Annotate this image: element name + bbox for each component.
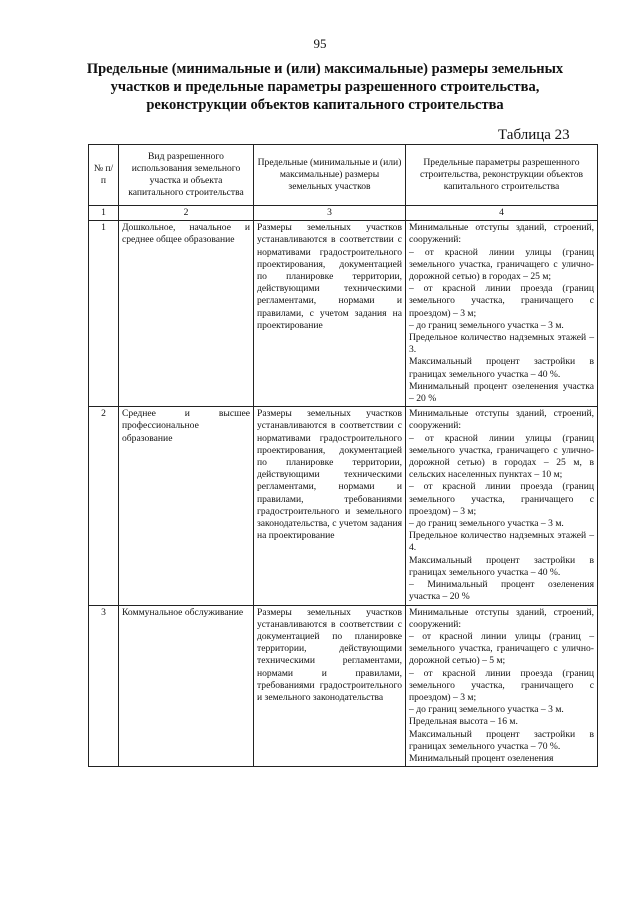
param-line: Минимальные отступы зданий, строений, сооружений: — [409, 408, 594, 432]
param-line: Предельное количество надземных этажей – 3. — [409, 332, 594, 356]
param-line: Максимальный процент застройки в границах земельного участка – 70 %. — [409, 728, 594, 752]
header-sizes: Предельные (минимальные и (или) максимальные) размеры земельных участков — [254, 145, 406, 206]
usage-type-cell: Дошкольное, начальное и среднее общее образование — [119, 221, 254, 407]
param-line: – от красной линии проезда (границ земельного участка, граничащего с проездом) – 3 м; — [409, 667, 594, 703]
param-line: – от красной линии улицы (границ земельного участка, граничащего с улично-дорожной сетью) в городах – 25 м, в сельских населенных пунктах – 10 м; — [409, 432, 594, 481]
param-line: – Минимальный процент озеленения участка – 20 % — [409, 579, 594, 603]
param-line: Максимальный процент застройки в границах земельного участка – 40 %. — [409, 356, 594, 380]
usage-type-cell: Коммунальное обслуживание — [119, 605, 254, 767]
column-number: 3 — [254, 206, 406, 221]
plot-size-cell: Размеры земельных участков устанавливаются в соответствии с нормативами градостроительного проектирования, документацией по планировке территории, действующими техническими регламентами, нормами и правилами, с учетом задания на проектирование — [254, 221, 406, 407]
table-row — [89, 221, 598, 407]
table-row — [89, 605, 598, 767]
row-number: 2 — [89, 407, 119, 605]
row-number: 1 — [89, 221, 119, 407]
page-number: 95 — [313, 36, 327, 51]
table-header-row — [89, 145, 598, 206]
param-line: Минимальный процент озеленения — [409, 752, 554, 764]
construction-params-cell — [406, 605, 598, 767]
param-line: – от красной линии улицы (границ земельного участка, граничащего с улично-дорожной сетью) в городах – 25 м; — [409, 246, 594, 283]
parameters-table — [88, 144, 598, 767]
column-number: 4 — [406, 206, 598, 221]
header-type: Вид разрешенного использования земельного участка и объекта капитального строительства — [119, 145, 254, 206]
row-number: 3 — [89, 605, 119, 767]
param-line: Минимальные отступы зданий, строений, сооружений: — [409, 606, 594, 630]
column-number: 1 — [89, 206, 119, 221]
column-number-row — [89, 206, 598, 221]
plot-size-cell: Размеры земельных участков устанавливаются в соответствии с нормативами градостроительного проектирования, документацией по планировке территории, действующими техническими регламентами, нормами и правилами, требованиями градостроительного и земельного законодательства, с учетом задания на проектирование — [254, 407, 406, 605]
param-line: – до границ земельного участка – 3 м. — [409, 518, 564, 530]
param-line: Минимальный процент озеленения участка – 20 % — [409, 380, 594, 405]
column-number: 2 — [119, 206, 254, 221]
param-line: – от красной линии улицы (границ – земельного участка, граничащего с улично-дорожной сетью) – 5 м; — [409, 630, 594, 667]
param-line: – от красной линии проезда (границ земельного участка, граничащего с проездом) – 3 м; — [409, 481, 594, 517]
table-row — [89, 407, 598, 605]
construction-params-cell — [406, 221, 598, 407]
header-num: № п/п — [89, 145, 119, 206]
construction-params-cell — [406, 407, 598, 605]
param-line: – от красной линии проезда (границ земельного участка, граничащего с проездом) – 3 м; — [409, 283, 594, 319]
param-line: Минимальные отступы зданий, строений, сооружений: — [409, 222, 594, 246]
header-params: Предельные параметры разрешенного строительства, реконструкции объектов капитального строительства — [406, 145, 598, 206]
param-line: Предельное количество надземных этажей – 4. — [409, 530, 594, 554]
document-title: Предельные (минимальные и (или) максимальные) размеры земельных участков и предельные параметры разрешенного строительства, реконструкции объектов капитального строительства — [86, 61, 564, 113]
plot-size-cell: Размеры земельных участков устанавливаются в соответствии с документацией по планировке территории, действующими техническими регламентами, нормами и правилами, требованиями градостроительного и земельного законодательства — [254, 605, 406, 767]
param-line: Предельная высота – 16 м. — [409, 716, 518, 728]
param-line: – до границ земельного участка – 3 м. — [409, 704, 564, 716]
usage-type-cell: Среднее и высшее профессиональное образование — [119, 407, 254, 605]
param-line: Максимальный процент застройки в границах земельного участка – 40 %. — [409, 554, 594, 578]
param-line: – до границ земельного участка – 3 м. — [409, 319, 564, 331]
table-label: Таблица 23 — [498, 127, 570, 143]
table-body — [89, 221, 598, 767]
